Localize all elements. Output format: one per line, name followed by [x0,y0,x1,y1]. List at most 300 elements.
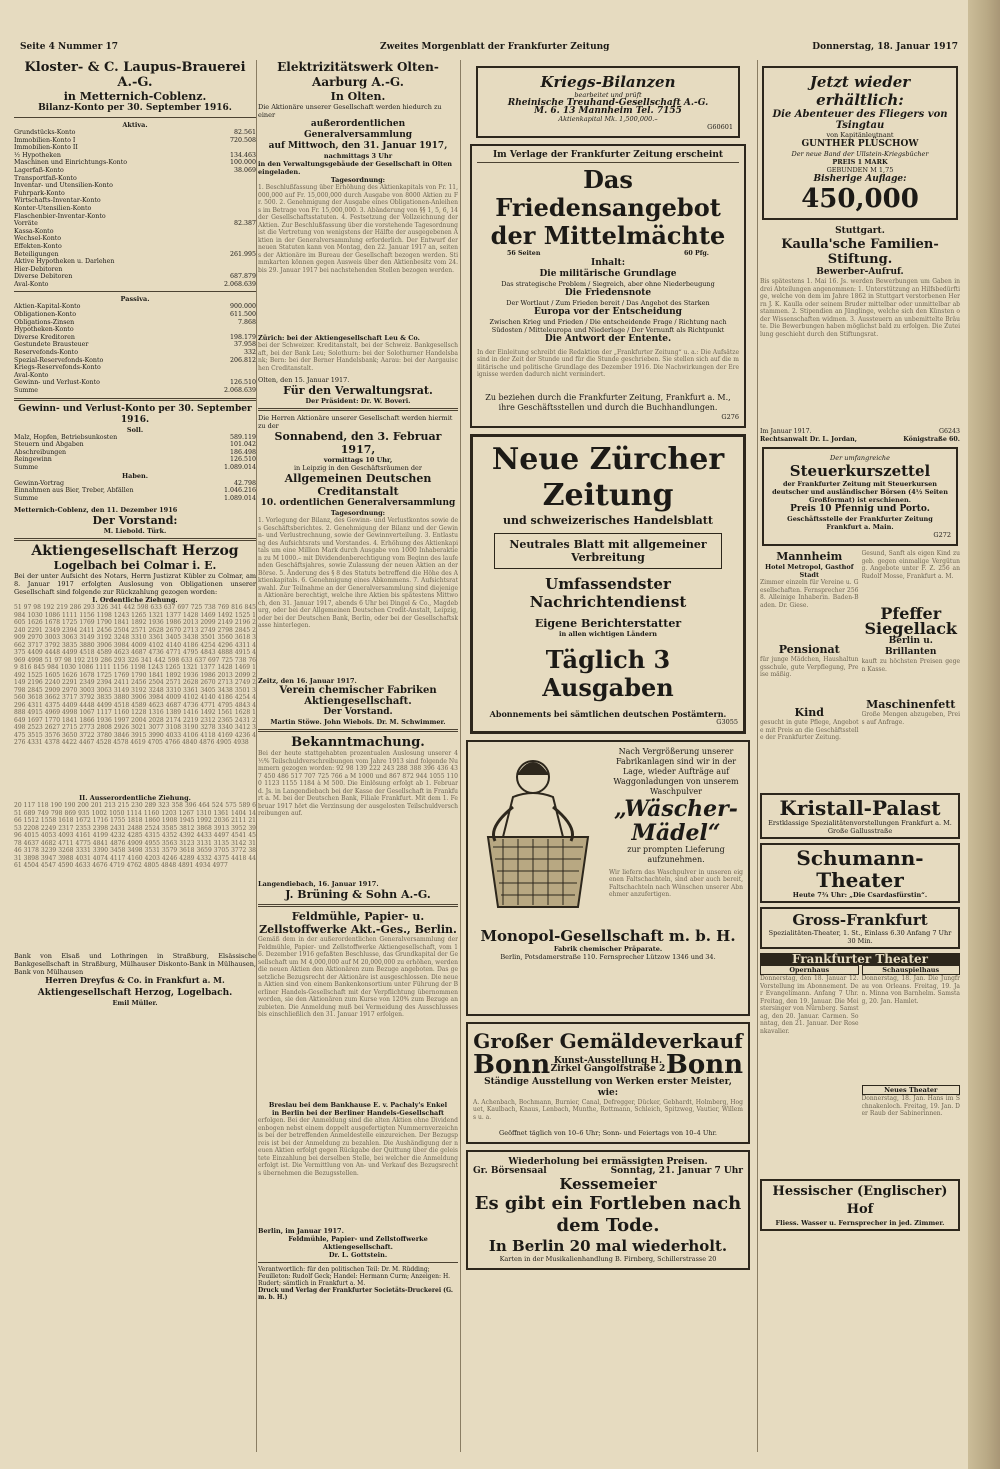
aktiva-row-value [216,243,256,251]
haben-table [14,480,256,503]
pluschow-bound: GEBUNDEN M 1,75 [826,166,894,174]
zeitz-company: Verein chemischer Fabriken Aktiengesellschaft. [279,685,437,707]
aktiva-row-value [216,175,256,183]
friedens-ad [470,144,746,428]
haben-row [14,495,256,503]
gemaelde-bonn-left: Bonn [473,1049,551,1080]
gemaelde-center: Kunst-Ausstellung H. Zirkel Gangolfstraße 2 [550,1055,666,1074]
passiva-row-label: Obligations-Zinsen [14,318,75,326]
soll-row-value: 186.498 [229,448,256,456]
aktiva-row-label: Hier-Debitoren [14,265,63,273]
issue-date: Donnerstag, 18. Januar 1917 [812,42,958,52]
pfeffer: Pfeffer [880,604,942,624]
soll-row [14,449,256,457]
passiva-row [14,387,256,395]
aktiva-row [14,197,256,205]
passiva-row-value: 198.179 [229,333,256,341]
passiva-row [14,311,256,319]
soll-label: Soll. [126,425,144,434]
olten-title: Elektrizitätswerk Olten-Aarburg A.-G. [277,60,439,89]
aktiva-row [14,235,256,243]
passiva-label: Passiva. [120,295,150,304]
imprint: Verantwortlich: für den politischen Teil: Dr. M. Rüdding; Feuilleton: Rudolf Geck; Handel: Hermann Curm; Anzeigen: H. Rudert; sämtlich in Frankfurt a. M. [258,1266,451,1287]
kaulla-ref: G6243 [938,428,960,435]
aktiva-row [14,190,256,198]
olten-agenda: 1. Beschlußfassung über Erhöhung des Aktienkapitals von Fr. 11,000,000 auf Fr. 15,000,000 durch Ausgabe von 8000 Aktien zu Fr. 500. 2. Genehmigung der Ausgabe eines Obligationen-Anleihens im Betrage von Fr. 15,000,000. 3. Abänderung von §§ 1, 5, 6, 14 der Gesellschaftsstatuten. 4. Festsetzung der Vollzeichnung der Aktien. Zur Beschlußfassung über die vorstehende Tagesordnung ist die Vertretung von wenigstens der Hälfte der ausgegebenen Aktien in der Generalversammlung erforderlich. Der Entwurf der neuen Statuten kann von Montag, den 22. Januar 1917 an, seitens der Aktionäre im Bureau der Gesellschaft bezogen werden. Stimmkarten können gegen Ausweis über den Aktienbesitz vom 24. bis 29. Januar 1917 bei nachstehenden Stellen bezogen werden. [258,184,458,274]
aktiva-row-value [216,205,256,213]
column-rule [460,60,461,1452]
kind-text: gesucht in gute Pflege, Angebote mit Preis an die Geschäftsstelle der Frankfurter Zeitung. [760,719,859,742]
passiva-row-value [216,364,256,372]
soll-row [14,464,256,472]
schumann: Schumann-Theater [796,846,924,893]
passiva-row-value: 126.510 [229,379,256,387]
passiva-row [14,372,256,380]
column-rule [757,60,758,1452]
washerwoman-illustration [473,747,603,927]
kloster-title: Kloster- & C. Laupus-Brauerei A.-G. [24,60,246,90]
jordan: Rechtsanwalt Dr. L. Jordan, [760,435,857,443]
inhalt-heading: Inhalt: [590,257,626,268]
aktiva-row-value [216,235,256,243]
olten-agenda-heading: Tagesordnung: [330,176,386,184]
monopol-sub: Fabrik chemischer Präparate. [553,944,663,953]
friedens-price: 60 Pfg. [684,250,709,257]
inhalt-4: Die Antwort der Entente. [544,333,672,344]
passiva-row [14,303,256,311]
verlag-line: Im Verlage der Frankfurter Zeitung erscheint [492,150,724,160]
monopol-text-2: zur prompten Lieferung aufzunehmen. [627,844,725,864]
kristall-ad [760,793,960,839]
monopol-blurb: Wir liefern das Waschpulver in unseren eigenen Faltschachteln, sind aber auch bereit, Faltschachteln nach Wünschen unserer Abnehmer anzufertigen. [609,868,743,899]
bruening: J. Brüning & Sohn A.-G. [285,888,431,901]
opernhaus-text: Donnerstag, den 18. Januar 12. Vorstellung im Abonnement. Der Evangelimann. Anfang 7 Uhr. Freitag, den 19. Januar. Die Meistersinger von Nürnberg. Samstag, den 20. Januar. Carmen. Sonntag, den 21. Januar. Der Rosenkavalier. [760,975,859,1035]
passiva-row-value: 2.068.639 [223,387,256,394]
column-3 [462,60,754,1452]
friedens-title-2: der Mittelmächte [490,221,726,250]
passiva-row-label: Aval-Konto [14,371,49,379]
kessemeier-title: Es gibt ein Fortleben nach dem Tode. [474,1193,742,1237]
haben-row-label: Gewinn-Vortrag [14,479,65,487]
passiva-row-label: Diverse Kreditoren [14,333,75,341]
aktiva-row-label: Grundstücks-Konto [14,129,76,136]
schumann-ad [760,843,960,903]
passiva-row-label: Hypotheken-Konto [14,326,74,334]
passiva-row [14,326,256,334]
aktiva-row-label: Konter-Utensilien-Konto [14,204,92,212]
haben-label: Haben. [121,471,149,480]
aktiva-row-label: Aktive Hypotheken u. Darlehen [14,258,115,266]
soll-row-label: Abschreibungen [14,448,67,456]
soll-row-label: Malz, Hopfen, Betriebsunkosten [14,433,118,441]
soll-row-value: 589.119 [229,433,256,441]
olten-president: Der Präsident: Dr. W. Boveri. [305,397,411,405]
masthead-line: Zweites Morgenblatt der Frankfurter Zeitung [380,42,610,52]
nzz-ad [470,434,746,734]
aktiva-row [14,266,256,274]
zeitz-agenda-heading: Tagesordnung: [330,509,386,517]
aktiva-row-value [216,213,256,221]
bekannt-title: Bekanntmachung. [291,735,425,750]
aktiva-row-label: Immobilien-Konto II [14,144,78,152]
aktiva-row-value [216,190,256,198]
soll-row-label: Reingewinn [14,456,52,464]
aktiva-row-label: Beteiligungen [14,250,59,258]
pensionat-text: für junge Mädchen, Haushaltungsschule, gute Verpflegung, Preise mäßig. [760,656,859,679]
aktiva-row-label: Aval-Konto [14,280,49,288]
aktiva-row-label: Diverse Debitoren [14,273,73,281]
kriegs-sub: bearbeitet und prüft [574,91,642,99]
hessischer: Hessischer (Englischer) Hof [772,1184,948,1218]
brillant-text: kauft zu höchsten Preisen gegen Kasse. [861,658,960,673]
friedens-blurb: In der Einleitung schreibt die Redaktion der „Frankfurter Zeitung“ u. a.: Die Aufsätze sind in der Zeit der Stunde und für die Stunde geschrieben. Sie stellen sich auf die militärische und politische Grundlage des Dezember 1916. Die Nachwirkungen der Ereignisse werden dadurch nicht vermindert. [477,348,739,379]
gross-ad [760,907,960,949]
zeitz-bank: Allgemeinen Deutschen Creditanstalt [284,472,432,498]
passiva-row-label: Reservefonds-Konto [14,349,78,357]
draw-numbers-2: 20 117 118 190 190 200 201 213 215 230 289 323 358 396 464 524 575 589 651 689 749 798 869 935 1002 1050 1114 1160 1203 1267 1310 1361 1404 1466 1512 1558 1618 1672 1716 1755 1818 1860 1908 1945 1992 2036 2111 2153 2208 2249 2317 2353 2398 2431 2488 2524 3585 3812 3868 3913 3952 3996 4015 4053 4093 4161 4199 4232 4285 4315 4352 4392 4433 4497 4541 4578 4637 4682 4711 4775 4841 4876 4909 4955 3563 3123 3131 3135 3142 3146 3178 3239 3268 3331 3390 3458 3498 3531 3579 3618 3659 3705 3772 3831 3898 3947 3988 4031 4074 4117 4160 4203 4246 4289 4332 4375 4418 4461 4504 4547 4590 4633 4676 4719 4762 4805 4848 4891 4934 4977 [14,802,256,870]
inhalt-1: Die militärische Grundlage [539,268,677,279]
pluschow-price: PREIS 1 MARK [832,158,888,166]
ziehung-2: II. Ausserordentliche Ziehung. [79,794,191,803]
kriegs-bilanzen-ad [476,66,740,138]
aktiva-row [14,175,256,183]
pluschow-count: 450,000 [801,184,919,214]
aktiva-row-label: Vorräte [14,220,38,228]
aktiva-row [14,213,256,221]
schauspielhaus: Schauspielhaus [862,965,961,975]
haben-row-value: 1.046.216 [223,487,256,495]
passiva-row-label: Spezial-Reservefonds-Konto [14,356,104,364]
schumann-sub: Heute 7¾ Uhr: „Die Csardasfürstin“. [792,891,928,900]
monopol-address: Berlin, Potsdamerstraße 110. Fernsprecher Lützow 1346 und 34. [500,952,716,961]
herzog-title: Aktiengesellschaft Herzog [31,543,239,560]
haben-row-label: Einnahmen aus Bier, Treber, Abfällen [14,487,134,495]
column-4 [760,60,960,1452]
passiva-row-label: Obligationen-Konto [14,311,77,319]
kristall-sub: Erstklassige Spezialitätenvorstellungen Frankfurt a. M. Große Gallusstraße [768,819,952,836]
aktiva-row-label: Effekten-Konto [14,242,62,250]
jordan-address: Königstraße 60. [903,435,960,443]
herzog-sign: Aktiengesellschaft Herzog, Logelbach. [37,988,233,999]
olten-sign: Für den Verwaltungsrat. [283,384,433,397]
zeitz-place: Zeitz, den 16. Januar 1917. [258,677,357,685]
kessemeier-tickets: Karten in der Musikalienhandlung B. Firnberg, Schillerstrasse 20 [499,1255,717,1264]
aktiva-row-label: Inventar- und Utensilien-Konto [14,182,113,190]
nzz-line-4: Täglich 3 Ausgaben [542,644,674,702]
zeitz-date: Sonnabend, den 3. Februar 1917, [274,430,442,456]
passiva-row-label: Aktien-Kapital-Konto [14,303,81,311]
olten-event: außerordentlichen Generalversammlung [303,119,413,140]
nzz-title: Neue Zürcher Zeitung [491,441,725,513]
aktiva-row-label: Lagerfaß-Konto [14,166,64,174]
zeitz-names: Martin Stöwe. John Wiebols. Dr. M. Schwimmer. [270,718,446,726]
gemaelde-hours: Geöffnet täglich von 10–6 Uhr; Sonn- und Feiertags von 10–4 Uhr. [499,1128,717,1137]
kessemeier-berlin: In Berlin 20 mal wiederholt. [488,1237,728,1256]
inhalt-2: Die Friedensnote [564,287,652,298]
aktiva-row-value: 82.387 [233,220,256,228]
mannheim-hotel: Hotel Metropol, Gasthof Stadt [764,563,854,580]
monopol-ad [466,740,750,1016]
passiva-row-label: Kriegs-Reservefonds-Konto [14,364,101,372]
kriegs-ref: G60601 [707,123,733,131]
olten-date: auf Mittwoch, den 31. Januar 1917, [268,141,448,151]
pensionat: Pensionat [778,643,840,657]
ziehung-1: I. Ordentliche Ziehung. [92,596,178,605]
aktiva-row-value: 38.069 [233,166,256,174]
aktiva-row-value: 134.463 [229,151,256,159]
aktiva-row [14,129,256,137]
soll-row-label: Summe [14,463,39,471]
opernhaus: Opernhaus [760,965,859,975]
kessemeier-name: Kessemeier [559,1175,657,1194]
vorstand-names: M. Liebold. Türk. [103,527,167,536]
guv-title: Gewinn- und Verlust-Konto per 30. September 1916. [18,403,252,425]
passiva-row-label: Summe [14,387,39,394]
zeitz-event: 10. ordentlichen Generalversammlung [260,498,456,508]
nzz-line-3-sub: in allen wichtigen Ländern [559,629,657,638]
gemaelde-line: Ständige Ausstellung von Werken erster Meister, wie: [484,1076,732,1098]
zeitz-vorstand: Der Vorstand. [323,707,393,717]
feld-berlin: in Berlin bei der Berliner Handels-Gesellschaft [271,1109,445,1117]
bekannt-text: Bei der heute stattgehabten prozentualen Auslosung unserer 4½% Teilschuldverschreibungen vom Jahre 1913 sind folgende Nummern gezogen worden: 92 98 139 222 243 288 388 396 436 437 450 486 517 707 725 766 a M 1000 und 867 872 944 1055 1100 1123 1155 1184 à M 500. Die Einlösung erfolgt ab 1. Februar d. Js. in Langendiebach bei der Kasse der Gesellschaft in Frankfurt a. M. bei der Deutschen Bank, Filiale Frankfurt. Mit dem 1. Februar 1917 hört die Verzinsung der ausgelosten Teilschuldverschreibungen auf. [258,750,458,817]
passiva-row-value [216,326,256,334]
herzog-place: Logelbach bei Colmar i. E. [53,559,217,573]
olten-location: in den Verwaltungsgebäude der Gesellschaft in Olten eingeladen. [258,160,453,176]
passiva-row [14,349,256,357]
aktiva-row-value [216,197,256,205]
aktiva-row [14,152,256,160]
haben-row-value: 42.798 [233,479,256,487]
inhalt-2-sub: Der Wortlaut / Zum Frieden bereit / Das Angebot des Starken [506,298,710,307]
olten-banks: bei der Schweizer. Kreditanstalt, bei der Schweiz. Bankgesellschaft, bei der Bank Leu; Solothurn: bei der Solothurner Handelsbank; Bern: bei der Berner Handelsbank; Aarau: bei der Aargauischen Creditanstalt. [258,342,458,372]
passiva-row [14,319,256,327]
neues-theater-text: Donnerstag, 18. Jan. Hans im Schnakenloch. Freitag, 19. Jan. Der Raub der Sabinerinnen. [861,1095,960,1118]
imprint-2: Druck und Verlag der Frankfurter Societäts-Druckerei (G. m. b. H.) [258,1287,454,1301]
kristall: Kristall-Palast [779,796,941,821]
bilanz-title: Bilanz-Konto per 30. September 1916. [38,103,232,113]
aktiva-row [14,182,256,190]
passiva-row-value: 37.958 [233,341,256,349]
aktiva-row-value: 687.879 [229,273,256,281]
kaulla-title: Kaulla'sche Familien-Stiftung. [781,237,939,267]
zeitz-time: vormittags 10 Uhr, [323,456,393,464]
passiva-row-value: 7.868 [237,318,256,326]
olten-place: In Olten. [330,90,386,103]
aktiva-row-value [216,144,256,152]
aktiva-row-label: Transportfaß-Konto [14,174,77,182]
haben-row [14,480,256,488]
aktiva-row-value [216,182,256,190]
kriegs-company: Rheinische Treuhand-Gesellschaft A.-G. [507,98,709,108]
friedens-title-1: Das Friedensangebot [495,165,721,222]
kriegs-title: Kriegs-Bilanzen [540,73,676,91]
column-2 [258,60,458,1452]
classified-top: Gesund, Sanft als eigen Kind zu geb. gegen einmalige Vergütung. Angebote unter F. Z. 256 an Rudolf Mosse, Frankfurt a. M. [861,550,960,580]
aktiva-row-label: Immobilien-Konto I [14,136,76,144]
steuer-top: Der umfangreiche [830,454,890,463]
nzz-line-1: Neutrales Blatt mit allgemeiner Verbreitung [509,537,707,564]
feld-text: Gemäß dem in der außerordentlichen Generalversammlung der Feldmühle, Papier- und Zellstoffwerke Aktiengesellschaft, vom 16. Dezember 1916 gefaßten Beschlusse, das Grundkapital der Gesellschaft um M 4,000,000 auf M 20,000,000 zu erhöhen, werden die neuen Aktien den Aktionären zum Bezuge angeboten. Das gesetzliche Bezugsrecht der Aktionäre ist ausgeschlossen. Die neuen Aktien sind von einem Bankenkonsortium unter Führung der Berliner Handels-Gesellschaft mit der Verpflichtung übernommen worden, sie den Aktionären zum Kurse von 120% zum Bezuge anzubieten. Die Anmeldung muß bei Vermeidung des Ausschlusses bis einschließlich den 31. Januar 1917 erfolgen. [258,936,458,1018]
aktiva-row [14,281,256,289]
steuer-ref: G272 [933,531,951,540]
gross: Gross-Frankfurt [792,911,928,930]
aktiva-row-value: 720.508 [229,136,256,144]
siegellack: Siegellack [864,619,958,639]
passiva-row-value: 611.500 [229,311,256,319]
herzog-intro: Bei der unter Aufsicht des Notars, Herrn Justizrat Kübler zu Colmar, am 8. Januar 1917 erfolgten Auslosung von Obligationen unserer Gesellschaft sind folgende zur Rückzahlung gezogen worden: [14,572,256,597]
soll-row-value: 1.089.014 [223,463,256,471]
herzog-banks: Bank von Elsaß und Lothringen in Straßburg, Elsässische Bankgesellschaft in Straßburg, Mülhauser Diskonto-Bank in Mülhausen, Bank von Mülhausen [14,952,256,977]
monopol-product: „Wäscher-Mädel“ [614,795,738,846]
passiva-row-value: 900.000 [229,303,256,311]
passiva-row-value: 332 [243,349,256,357]
inhalt-3: Europa vor der Entscheidung [534,306,682,317]
gross-sub: Spezialitäten-Theater, 1. St., Einlass 6.30 Anfang 7 Uhr 30 Min. [768,929,952,946]
olten-time: nachmittags 3 Uhr [323,152,393,160]
pluschow-top: Jetzt wieder erhältlich: [809,73,911,109]
soll-row-value: 101.042 [229,441,256,449]
haben-row-value: 1.089.014 [223,494,256,502]
draw-numbers-1: 51 97 98 192 219 286 293 326 341 442 598 633 637 697 725 738 769 816 845 984 1030 1086 1111 1156 1198 1243 1265 1321 1377 1428 1469 1492 1525 1605 1626 1678 1725 1769 1790 1841 1892 1936 1986 2013 2099 2149 2196 2240 2291 2349 2394 2411 2456 2504 2571 2628 2670 2713 2749 2798 2845 2909 2970 3003 3063 3149 3192 3248 3310 3361 3405 3438 3501 3560 3618 3662 3717 3792 3835 3880 3906 3984 4009 4102 4140 4186 4254 4296 4311 4375 4409 4448 4499 4518 4589 4623 4687 4736 4771 4795 4843 4888 4915 4969 4998 51 97 98 192 219 286 293 326 341 442 598 633 637 697 725 738 769 816 845 984 1030 1086 1111 1156 1198 1243 1265 1321 1377 1428 1469 1492 1525 1605 1626 1678 1725 1769 1790 1841 1892 1936 1986 2013 2099 2149 2196 2240 2291 2349 2394 2411 2456 2504 2571 2628 2670 2713 2749 2798 2845 2909 2970 3003 3063 3149 3192 3248 3310 3361 3405 3438 3501 3560 3618 3662 3717 3792 3835 3880 3906 3984 4009 4102 4140 4186 4254 4296 4311 4375 4409 4448 4499 4518 4589 4623 4687 4736 4771 4795 4843 4888 4915 4969 4998 1067 1117 1160 1228 1316 1389 1416 1492 1561 1628 1649 1697 1770 1841 1866 1936 1997 2004 2028 2174 2219 2312 2365 2431 2498 2523 2627 2715 2773 2808 2926 3021 3077 3108 3190 3278 3340 3412 3475 3515 3576 3650 3722 3780 3846 3915 3990 4033 4106 4118 4169 4236 4276 4331 4378 4422 4467 4528 4578 4619 4705 4766 4840 4876 4905 4938 [14,604,256,747]
soll-row [14,434,256,442]
neues-theater: Neues Theater [862,1085,961,1095]
gemaelde-ad [466,1022,750,1144]
passiva-row-value [216,372,256,380]
soll-row [14,456,256,464]
kloster-place: in Metternich-Coblenz. [63,90,207,103]
aktiva-row-label: Wirtschafts-Inventar-Konto [14,197,101,205]
steuer-order: Geschäftsstelle der Frankfurter Zeitung Frankfurt a. Main. [787,515,933,532]
zeitz-intro: Die Herren Aktionäre unserer Gesellschaft werden hiermit zu der [258,414,453,430]
place-date: Metternich-Coblenz, den 11. Dezember 1916 [14,506,178,515]
aktiva-row-value: 2.068.639 [223,280,256,288]
vorstand-heading: Der Vorstand: [92,514,178,528]
page-header [20,42,958,56]
nzz-sub: und schweizerisches Handelsblatt [503,513,713,527]
passiva-row-label: Gestundete Brausteuer [14,341,89,349]
aktiva-row [14,205,256,213]
kriegs-capital: Aktienkapital Mk. 1,500,000.– [558,115,658,123]
inhalt-3-sub: Zwischen Krieg und Frieden / Die entscheidende Frage / Richtung nach Südosten / Mitteleuropa und Niederlage / Der Vernunft als Richtpunkt [489,317,727,334]
column-1 [14,60,256,1452]
kriegs-address: M. 6. 13 Mannheim Tel. 7155 [534,106,682,116]
passiva-row [14,334,256,342]
kaulla-date: Im Januar 1917. [760,428,812,435]
aktiva-row [14,243,256,251]
aktiva-row-label: Wechsel-Konto [14,235,62,243]
monopol-text: Nach Vergrößerung unserer Fabrikanlagen sind wir in der Lage, wieder Aufträge auf Waggonladungen von unserem Waschpulver [613,746,739,796]
kaulla-text: Bis spätestens 1. Mai 16. Js. werden Bewerbungen um Gaben in drei Abteilungen angenommen: 1. Unterstützung an Hilfsbedürftige, welche von dem im Jahre 1862 in Stuttgart verstorbenen Herrn J. K. Kaulla oder seinem Bruder mittelbar oder unmittelbar abstammen. 2. Stipendien an Jünglinge, welche sich den Künsten oder Wissenschaften widmen. 3. Aussteuern an unbemittelte Bräute. Die Bewerbungen haben möglichst bald zu erfolgen. Die Zuteilung geschieht durch den Stiftungsrat. [760,278,960,338]
kaulla-sub: Bewerber-Aufruf. [816,267,904,277]
binding-spine [968,0,1000,1469]
theater-grid [760,965,960,1175]
aktiva-row-label: Maschinen und Einrichtungs-Konto [14,159,128,167]
nzz-ref: G3055 [716,717,738,726]
olten-intro: Die Aktionäre unserer Gesellschaft werden hiedurch zu einer [258,103,442,119]
feld-breslau: Breslau bei dem Bankhause E. v. Pachaly's Enkel [268,1101,448,1109]
aktiva-row-value [216,266,256,274]
gemaelde-title: Großer Gemäldeverkauf [473,1028,743,1053]
zeitz-location: in Leipzig in den Geschäftsräumen der [293,464,423,472]
aktiva-row [14,251,256,259]
column-rule [256,60,257,1452]
inhalt-1-sub: Das strategische Problem / Siegreich, aber ohne Niederbeugung [501,279,715,288]
mannheim: Mannheim [776,550,843,564]
page-number: Seite 4 Nummer 17 [20,42,118,52]
haben-row-label: Summe [14,494,39,502]
aktiva-row [14,159,256,167]
soll-row-label: Steuern und Abgaben [14,441,84,449]
steuer-price: Preis 10 Pfennig und Porto. [790,504,930,515]
aktiva-row-value: 82.561 [233,129,256,136]
kessemeier-ad [466,1150,750,1271]
kind: Kind [794,706,824,720]
steuer-ad [762,447,958,546]
berlin-brillant: Berlin u. Brillanten [885,636,937,658]
gemaelde-artists: A. Achenbach, Bochmann, Burnier, Canal, Defregger, Dücker, Gebhardt, Holmberg, Hoguet, Kaulbach, Knaus, Lenbach, Munthe, Rottmann, Schleich, Spitzweg, Vautier, Willems u. a. [473,1098,743,1121]
monopol-company: Monopol-Gesellschaft m. b. H. [480,926,736,945]
pluschow-auflage: Bisherige Auflage: [813,174,907,184]
pluschow-author: GUNTHER PLÜSCHOW [801,139,919,149]
friedens-pages: 56 Seiten [507,250,541,257]
aktiva-row [14,228,256,236]
feld-title: Feldmühle, Papier- u. Zellstoffwerke Akt.-Ges., Berlin. [259,910,457,936]
herzog-signer: Emil Müller. [112,999,158,1008]
aktiva-row-value: 100.000 [229,159,256,167]
aktiva-row [14,137,256,145]
kessemeier-date: Sonntag, 21. Januar 7 Uhr [610,1165,743,1176]
aktiva-row [14,273,256,281]
passiva-row-value: 206.812 [229,356,256,364]
feld-text-2: erfolgen. Bei der Anmeldung sind die alten Aktien ohne Dividendenbogen nebst einem doppelt ausgefertigten Nummernverzeichnis bei der betreffenden Anmeldestelle einzureichen. Der Bezugspreis ist bei der Anmeldung zu bezahlen. Die Aushändigung der neuen Aktien erfolgt gegen Rückgabe der Quittung über die geleistete Einzahlung bei derselben Stelle, bei welcher die Anmeldung erfolgt ist. Die Vermittlung von An- und Verkauf des Bezugsrechts übernehmen die Bezugsstellen. [258,1117,458,1177]
aktiva-row [14,144,256,152]
olten-sign-place: Olten, den 15. Januar 1917. [258,376,350,384]
schauspielhaus-text: Donnerstag, 18. Jan. Die Jungfrau von Orleans. Freitag, 19. Jan. Minna von Barnhelm. Samstag, 20. Jan. Hamlet. [861,975,960,1005]
aktiva-row-value: 261.995 [229,250,256,258]
steuer-title: Steuerkurszettel [789,462,931,481]
nzz-line-3: Eigene Berichterstatter [534,616,682,630]
passiva-row [14,379,256,387]
nzz-line-5: Abonnements bei sämtlichen deutschen Postämtern. [489,708,727,719]
aktiva-table [14,129,256,288]
passiva-row [14,341,256,349]
soll-table [14,434,256,472]
aktiva-row-label: Kassa-Konto [14,227,54,235]
maschinenfett: Maschinenfett [866,698,956,712]
ft-theater: Frankfurter Theater [760,953,960,965]
olten-zurich: Zürich: bei der Aktiengesellschaft Leu & Co. [258,334,420,342]
aktiva-row [14,258,256,266]
aktiva-row-label: Fuhrpark-Konto [14,189,65,197]
pluschow-by: von Kapitänleutnant [826,131,894,139]
aktiva-label: Aktiva. [122,121,148,129]
hessischer-sub: Fliess. Wasser u. Fernsprecher in jed. Zimmer. [775,1219,945,1228]
zeitz-agenda: 1. Vorlegung der Bilanz, des Gewinn- und Verlustkontos sowie des Geschäftsberichtes. 2. Genehmigung der Bilanz und der Gewinn- und Verlustrechnung, sowie der Gewinnverteilung. 3. Entlastung des Aufsichtsrats und Vorstandes. 4. Erhöhung des Aktienkapitals um eine Million Mark durch Ausgabe von 1000 Inhaberaktien zu M 1000.– mit Dividendenberechtigung vom Beginn des laufenden Geschäftsjahres, sowie Zulassung der neuen Aktien an der Börse. 5. Änderung des § 8 des Statuts betreffend die Höhe des Aktienkapitals. 6. Genehmigung eines Abkommens. 7. Aufsichtsratswahl. Zur Teilnahme an der Generalversammlung sind diejenigen Aktionäre berechtigt, welche ihre Aktien bis spätestens Mittwoch, den 31. Januar 1917, abends 6 Uhr bei Dingel & Co., Magdeburg, oder bei der Allgemeinen Deutschen Credit-Anstalt, Leipzig, oder bei der Deutschen Bank, Berlin, oder bei der Gesellschaftskasse hinterlegen. [258,517,458,629]
haben-row [14,487,256,495]
nzz-line-2: Umfassendster Nachrichtendienst [529,574,687,611]
aktiva-row-value [216,228,256,236]
pluschow-series: Der neue Band der Ullstein-Kriegsbücher [791,150,929,158]
bekannt-place: Langendiebach, 16. Januar 1917. [258,880,379,888]
pluschow-title: Die Abenteuer des Fliegers von Tsingtau [772,109,948,131]
pluschow-ad [762,66,958,220]
classifieds-grid [760,550,960,789]
aktiva-row-label: ½ Hypotheken [14,151,61,159]
aktiva-row [14,167,256,175]
steuer-text: der Frankfurter Zeitung mit Steuerkursen deutscher und ausländischer Börsen (4½ Seiten Großformat) ist erschienen. [772,480,948,505]
kessemeier-hall: Gr. Börsensaal [473,1165,547,1176]
soll-row-value: 126.510 [229,456,256,464]
